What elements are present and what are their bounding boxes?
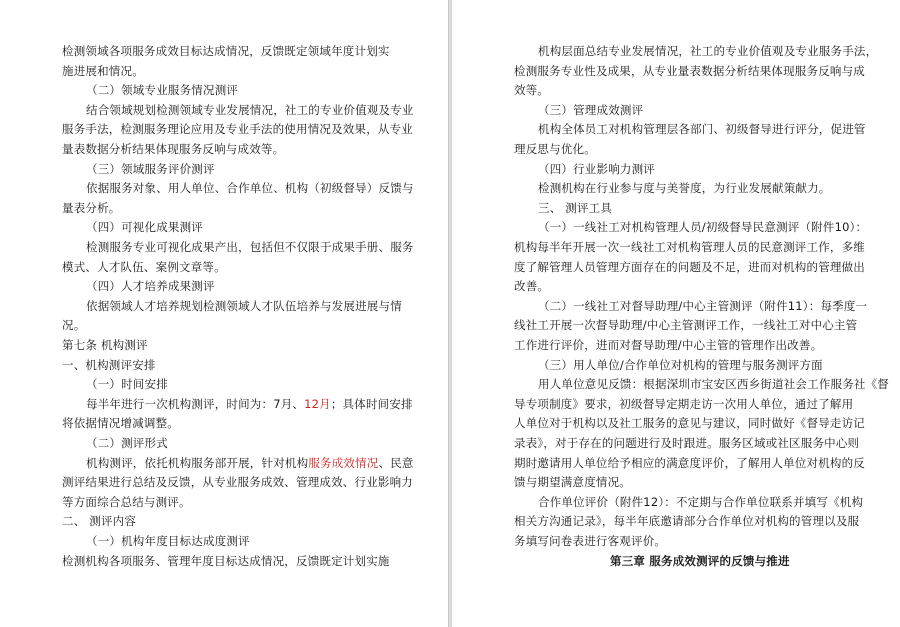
text-line: 依据领域人才培养规划检测领域人才队伍培养与发展进展与情 xyxy=(86,298,402,313)
text-line: 机构层面总结专业发展情况，社工的专业价值观及专业服务手法， xyxy=(538,44,878,58)
text-line: 检测机构各项服务、管理年度目标达成情况，反馈既定计划实施 xyxy=(62,553,390,568)
section-heading: （一）机构年度目标达成度测评 xyxy=(86,534,250,548)
text-line-with-highlight xyxy=(86,397,413,412)
text-line: 用人单位意见反馈：根据深圳市宝安区西乡街道社会工作服务社《督 xyxy=(538,377,889,392)
text-segment: ；具体时间安排 xyxy=(330,396,413,411)
section-heading: 二、 测评内容 xyxy=(62,514,137,529)
section-heading: 三、 测评工具 xyxy=(538,200,613,215)
text-line: 工作进行评价，进而对督导助理/中心主管的管理作出改善。 xyxy=(514,338,823,352)
text-line: 结合领域规划检测领域专业发展情况，社工的专业价值观及专业 xyxy=(86,102,414,117)
section-heading: （三）管理成效测评 xyxy=(538,102,644,117)
text-line: 机构每半年开展一次一线社工对机构管理人员的民意测评工作，多维 xyxy=(514,240,865,254)
article-heading: 第七条 机构测评 xyxy=(62,338,148,352)
text-line: 服务手法，检测服务理论应用及专业手法的使用情况及效果，从专业 xyxy=(62,122,413,137)
text-segment: 每半年进行一次机构测评，时间为：7月、 xyxy=(86,396,305,411)
text-line: 相关方沟通记录》，每半年底邀请部分合作单位对机构的管理以及服 xyxy=(514,514,860,529)
text-line: 量表分析。 xyxy=(62,200,121,215)
text-line: 检测领域各项服务成效目标达成情况，反馈既定领域年度计划实 xyxy=(62,44,390,58)
text-line: 馈与期望满意度情况。 xyxy=(514,475,631,490)
section-heading: （二）一线社工对督导助理/中心主管测评（附件11）：每季度一 xyxy=(538,298,868,313)
text-line: 务填写问卷表进行客观评价。 xyxy=(514,534,667,548)
text-line: 检测服务专业可视化成果产出，包括但不仅限于成果手册、服务 xyxy=(86,240,414,254)
text-line: 期时邀请用人单位给予相应的满意度评价，了解用人单位对机构的反 xyxy=(514,455,865,470)
text-line: 检测服务专业性及成果，从专业量表数据分析结果体现服务反响与成 xyxy=(514,63,865,78)
section-heading: （三）领域服务评价测评 xyxy=(86,161,215,176)
section-heading: （四）行业影响力测评 xyxy=(538,161,655,176)
section-heading: 一、机构测评安排 xyxy=(62,357,156,372)
section-heading: （一）一线社工对机构管理人员/初级督导民意测评（附件10）： xyxy=(538,220,868,235)
text-line: 依据服务对象、用人单位、合作单位、机构（初级督导）反馈与 xyxy=(86,181,414,196)
text-line: 等方面综合总结与测评。 xyxy=(62,494,191,509)
highlighted-text: 12月 xyxy=(304,396,331,411)
section-heading: （二）领域专业服务情况测评 xyxy=(86,83,239,98)
left-page xyxy=(0,0,448,627)
text-line: 导专项制度》要求，初级督导定期走访一次用人单位，通过了解用 xyxy=(514,396,854,411)
text-line: 人单位对于机构以及社工服务的意见与建议，同时做好《督导走访记 xyxy=(514,416,865,431)
text-segment: 机构测评，依托机构服务部开展，针对机构 xyxy=(86,455,309,470)
text-segment: 、民意 xyxy=(378,455,414,470)
section-heading: （一）时间安排 xyxy=(86,377,168,392)
text-line: 检测机构在行业参与度与美誉度，为行业发展献策献力。 xyxy=(538,181,831,196)
chapter-heading: 第三章 服务成效测评的反馈与推进 xyxy=(610,553,790,568)
text-line: 施进展和情况。 xyxy=(62,63,144,78)
text-line: 效等。 xyxy=(514,83,550,98)
text-line: 度了解管理人员管理方面存在的问题及不足，进而对机构的管理做出 xyxy=(514,259,865,274)
text-line: 测评结果进行总结及反馈，从专业服务成效、管理成效、行业影响力 xyxy=(62,475,413,490)
section-heading: （二）测评形式 xyxy=(86,436,168,450)
highlighted-text: 服务成效情况 xyxy=(308,455,379,470)
text-line: 录表》，对于存在的问题进行及时跟进。服务区域或社区服务中心则 xyxy=(514,436,860,450)
text-line-with-highlight xyxy=(86,456,414,471)
text-line: 况。 xyxy=(62,318,86,333)
text-line: 机构全体员工对机构管理层各部门、初级督导进行评分，促进管 xyxy=(538,122,866,137)
text-line: 量表数据分析结果体现服务反响与成效等。 xyxy=(62,142,285,156)
text-line: 将依据情况增减调整。 xyxy=(62,416,179,431)
text-line: 线社工开展一次督导助理/中心主管测评工作，一线社工对中心主管 xyxy=(514,318,858,333)
section-heading: （四）人才培养成果测评 xyxy=(86,279,215,294)
section-heading: （四）可视化成果测评 xyxy=(86,220,203,235)
right-page xyxy=(452,0,900,627)
text-line: 合作单位评价（附件12）：不定期与合作单位联系并填写《机构 xyxy=(538,494,864,509)
text-line: 理反思与优化。 xyxy=(514,142,596,156)
section-heading: （三）用人单位/合作单位对机构的管理与服务测评方面 xyxy=(538,357,823,372)
text-line: 改善。 xyxy=(514,279,550,294)
text-line: 模式、人才队伍、案例文章等。 xyxy=(62,259,226,274)
